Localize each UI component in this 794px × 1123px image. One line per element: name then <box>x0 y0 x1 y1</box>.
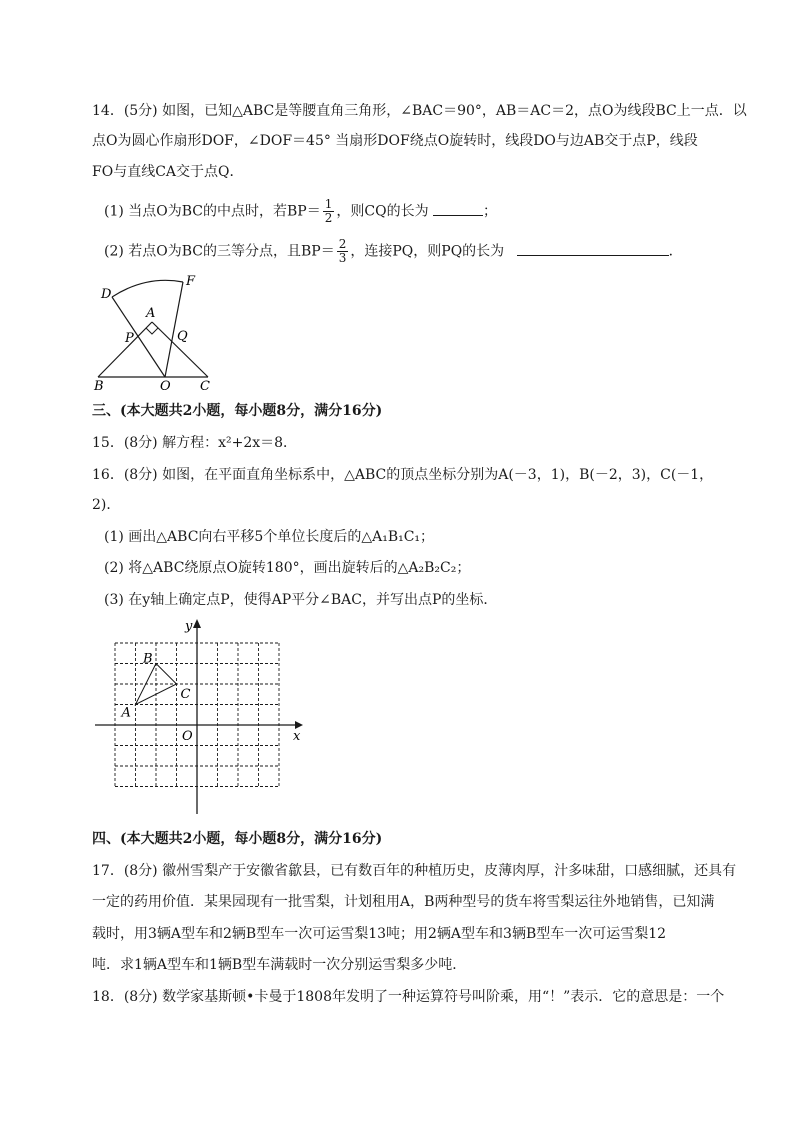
q14-part-1-end: ； <box>483 203 498 220</box>
coordinate-grid <box>90 616 310 816</box>
q14-part-2 <box>104 238 683 265</box>
origin-label: O <box>182 729 193 744</box>
answer-blank-1[interactable] <box>433 201 483 216</box>
fraction-numerator: 1 <box>324 197 333 211</box>
label-d: D <box>101 287 112 302</box>
point-a-label: A <box>121 705 131 721</box>
label-q: Q <box>177 329 188 344</box>
q14-line-2: 点O为圆心作扇形DOF，∠DOF＝45° 当扇形DOF绕点O旋转时，线段DO与边AB交于点P，线段 <box>92 133 698 149</box>
q17-line-1: 17．(8分) 徽州雪梨产于安徽省歙县，已有数百年的种植历史，皮薄肉厚，汁多味甜，口感细腻，还具有 <box>92 863 737 879</box>
label-a: A <box>146 306 156 321</box>
q18-line-1: 18．(8分) 数学家基斯顿•卡曼于1808年发明了一种运算符号叫阶乘，用“！”表示．它的意思是：一个 <box>92 989 725 1005</box>
label-b: B <box>94 379 104 394</box>
x-axis-label: x <box>293 729 301 744</box>
fraction-numerator: 2 <box>338 237 347 251</box>
fraction-denominator: 3 <box>338 251 347 265</box>
right-angle-mark <box>146 328 158 334</box>
fraction-two-thirds <box>337 238 349 265</box>
y-axis-arrow <box>193 619 201 628</box>
q16-line-1: 16．(8分) 如图，在平面直角坐标系中，△ABC的顶点坐标分别为A(－3，1)，B(－2，3)，C(－1， <box>92 467 714 483</box>
point-c-label: C <box>180 687 191 702</box>
q16-line-2: 2)． <box>92 497 121 513</box>
section-4-heading: 四、(本大题共2小题，每小题8分，满分16分) <box>92 831 383 847</box>
sector-arc <box>112 280 183 297</box>
section-3-heading: 三、(本大题共2小题，每小题8分，满分16分) <box>92 403 383 419</box>
q14-part-1 <box>104 198 497 225</box>
label-o: O <box>160 379 171 394</box>
q16-sub-2: (2) 将△ABC绕原点O旋转180°，画出旋转后的△A₂B₂C₂； <box>104 560 471 576</box>
q17-line-4: 吨．求1辆A型车和1辆B型车满载时一次分别运雪梨多少吨． <box>92 957 467 973</box>
q14-part-2-text: (2) 若点O为BC的三等分点，且BP＝ <box>104 243 335 260</box>
q17-line-3: 载时，用3辆A型车和2辆B型车一次可运雪梨13吨；用2辆A型车和3辆B型车一次可运雪梨12 <box>92 926 667 942</box>
q17-line-2: 一定的药用价值．某果园现有一批雪梨，计划租用A，B两种型号的货车将雪梨运往外地销售，已知满 <box>92 894 715 910</box>
fraction-one-half <box>323 198 335 225</box>
q15-text: 15．(8分) 解方程：x²+2x＝8． <box>92 435 298 451</box>
q16-sub-3: (3) 在y轴上确定点P，使得AP平分∠BAC，并写出点P的坐标． <box>104 592 498 608</box>
x-axis-arrow <box>295 721 303 729</box>
label-f: F <box>186 274 196 289</box>
q16-sub-1: (1) 画出△ABC向右平移5个单位长度后的△A₁B₁C₁； <box>104 529 435 545</box>
label-c: C <box>200 379 210 394</box>
q14-figure <box>88 272 228 394</box>
fraction-denominator: 2 <box>324 211 333 225</box>
q14-part-2-end: ． <box>668 243 683 260</box>
label-p: P <box>125 331 134 346</box>
q14-line-1: 14．(5分) 如图，已知△ABC是等腰直角三角形，∠BAC＝90°，AB＝AC＝2，点O为线段BC上一点．以 <box>92 103 747 119</box>
point-b-label: B <box>143 651 153 667</box>
q14-line-3: FO与直线CA交于点Q． <box>92 164 244 180</box>
q14-part-2-text-after: ，连接PQ，则PQ的长为 <box>350 243 505 260</box>
y-axis-label: y <box>185 619 193 634</box>
segment-od <box>112 297 165 377</box>
q14-part-1-text-after: ，则CQ的长为 <box>336 203 429 220</box>
answer-blank-2[interactable] <box>517 241 669 256</box>
q14-part-1-text: (1) 当点O为BC的中点时，若BP＝ <box>104 203 321 220</box>
